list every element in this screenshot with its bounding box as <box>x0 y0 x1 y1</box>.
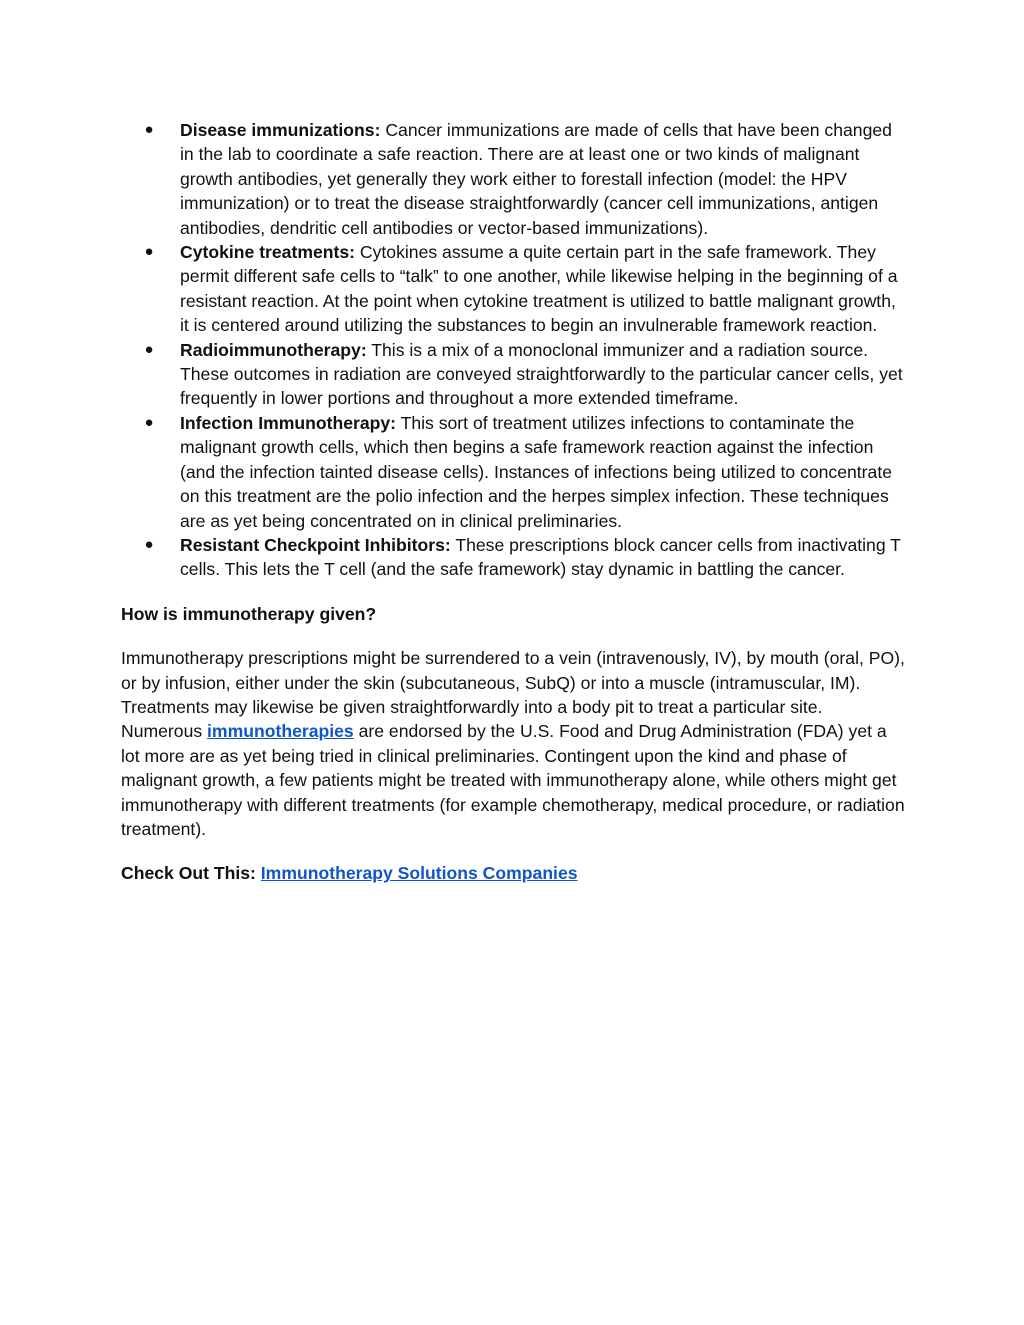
list-item-cytokine-treatments <box>121 240 906 338</box>
list-item-term: Disease immunizations: <box>180 120 381 140</box>
bullet-icon: ● <box>144 413 154 431</box>
immunotherapies-link[interactable]: immunotherapies <box>207 721 354 742</box>
list-item-radioimmunotherapy <box>121 338 906 411</box>
section-heading: How is immunotherapy given? <box>121 603 377 624</box>
list-item-disease-immunizations <box>121 118 906 240</box>
list-item-text: This sort of treatment utilizes infections to contaminate the malignant growth cells, which then begins a safe framework reaction against the infection (and the infection tainted disease cells). Instances of infections being utilized to concentrate on this treatment are the polio infection and the herpes simplex infection. These techniques are as yet being concentrated on in clinical preliminaries. <box>180 412 892 531</box>
treatment-types-list <box>121 118 906 582</box>
list-item-resistant-checkpoint-inhibitors <box>121 533 906 582</box>
body-paragraph <box>121 646 906 841</box>
bullet-icon: ● <box>144 340 154 358</box>
document-page <box>121 118 906 886</box>
bullet-icon: ● <box>144 121 154 138</box>
check-out-label: Check Out This: <box>121 863 261 884</box>
list-item-text: This is a mix of a monoclonal immunizer and a radiation source. These outcomes in radiation are conveyed straightforwardly to the particular cancer cells, yet frequently in lower portions and throughout a more extended timeframe. <box>180 339 903 409</box>
list-item-text: These prescriptions block cancer cells from inactivating T cells. This lets the T cell (and the safe framework) stay dynamic in battling the cancer. <box>180 534 901 580</box>
list-item-term: Radioimmunotherapy: <box>180 339 367 360</box>
list-item-term: Infection Immunotherapy: <box>180 412 397 433</box>
paragraph-text-after-link: are endorsed by the U.S. Food and Drug Administration (FDA) yet a lot more are as yet being tried in clinical preliminaries. Contingent upon the kind and phase of malignant growth, a few patients might be treated with immunotherapy alone, while others might get immunotherapy with different treatments (for example chemotherapy, medical procedure, or radiation treatment). <box>121 721 905 839</box>
bullet-icon: ● <box>144 535 154 553</box>
check-out-line <box>121 861 906 885</box>
immunotherapy-solutions-companies-link[interactable]: Immunotherapy Solutions Companies <box>260 863 578 884</box>
paragraph-text-before-link: Immunotherapy prescriptions might be surrendered to a vein (intravenously, IV), by mouth (oral, PO), or by infusion, either under the skin (subcutaneous, SubQ) or into a muscle (intramuscular, IM). Treatments may likewise be given straightforwardly into a body pit to treat a particular site. Numerous <box>121 648 905 742</box>
list-item-text: Cancer immunizations are made of cells that have been changed in the lab to coordinate a safe reaction. There are at least one or two kinds of malignant growth antibodies, yet generally they work either to forestall infection (model: the HPV immunization) or to treat the disease straightforwardly (cancer cell immunizations, antigen antibodies, dendritic cell antibodies or vector-based immunizations). <box>180 120 892 238</box>
list-item-text: Cytokines assume a quite certain part in the safe framework. They permit different safe cells to “talk” to one another, while likewise helping in the beginning of a resistant reaction. At the point when cytokine treatment is utilized to battle malignant growth, it is centered around utilizing the substances to begin an invulnerable framework reaction. <box>180 242 898 336</box>
list-item-term: Resistant Checkpoint Inhibitors: <box>180 534 451 555</box>
bullet-icon: ● <box>144 243 154 261</box>
list-item-term: Cytokine treatments: <box>180 242 356 263</box>
list-item-infection-immunotherapy <box>121 411 906 533</box>
